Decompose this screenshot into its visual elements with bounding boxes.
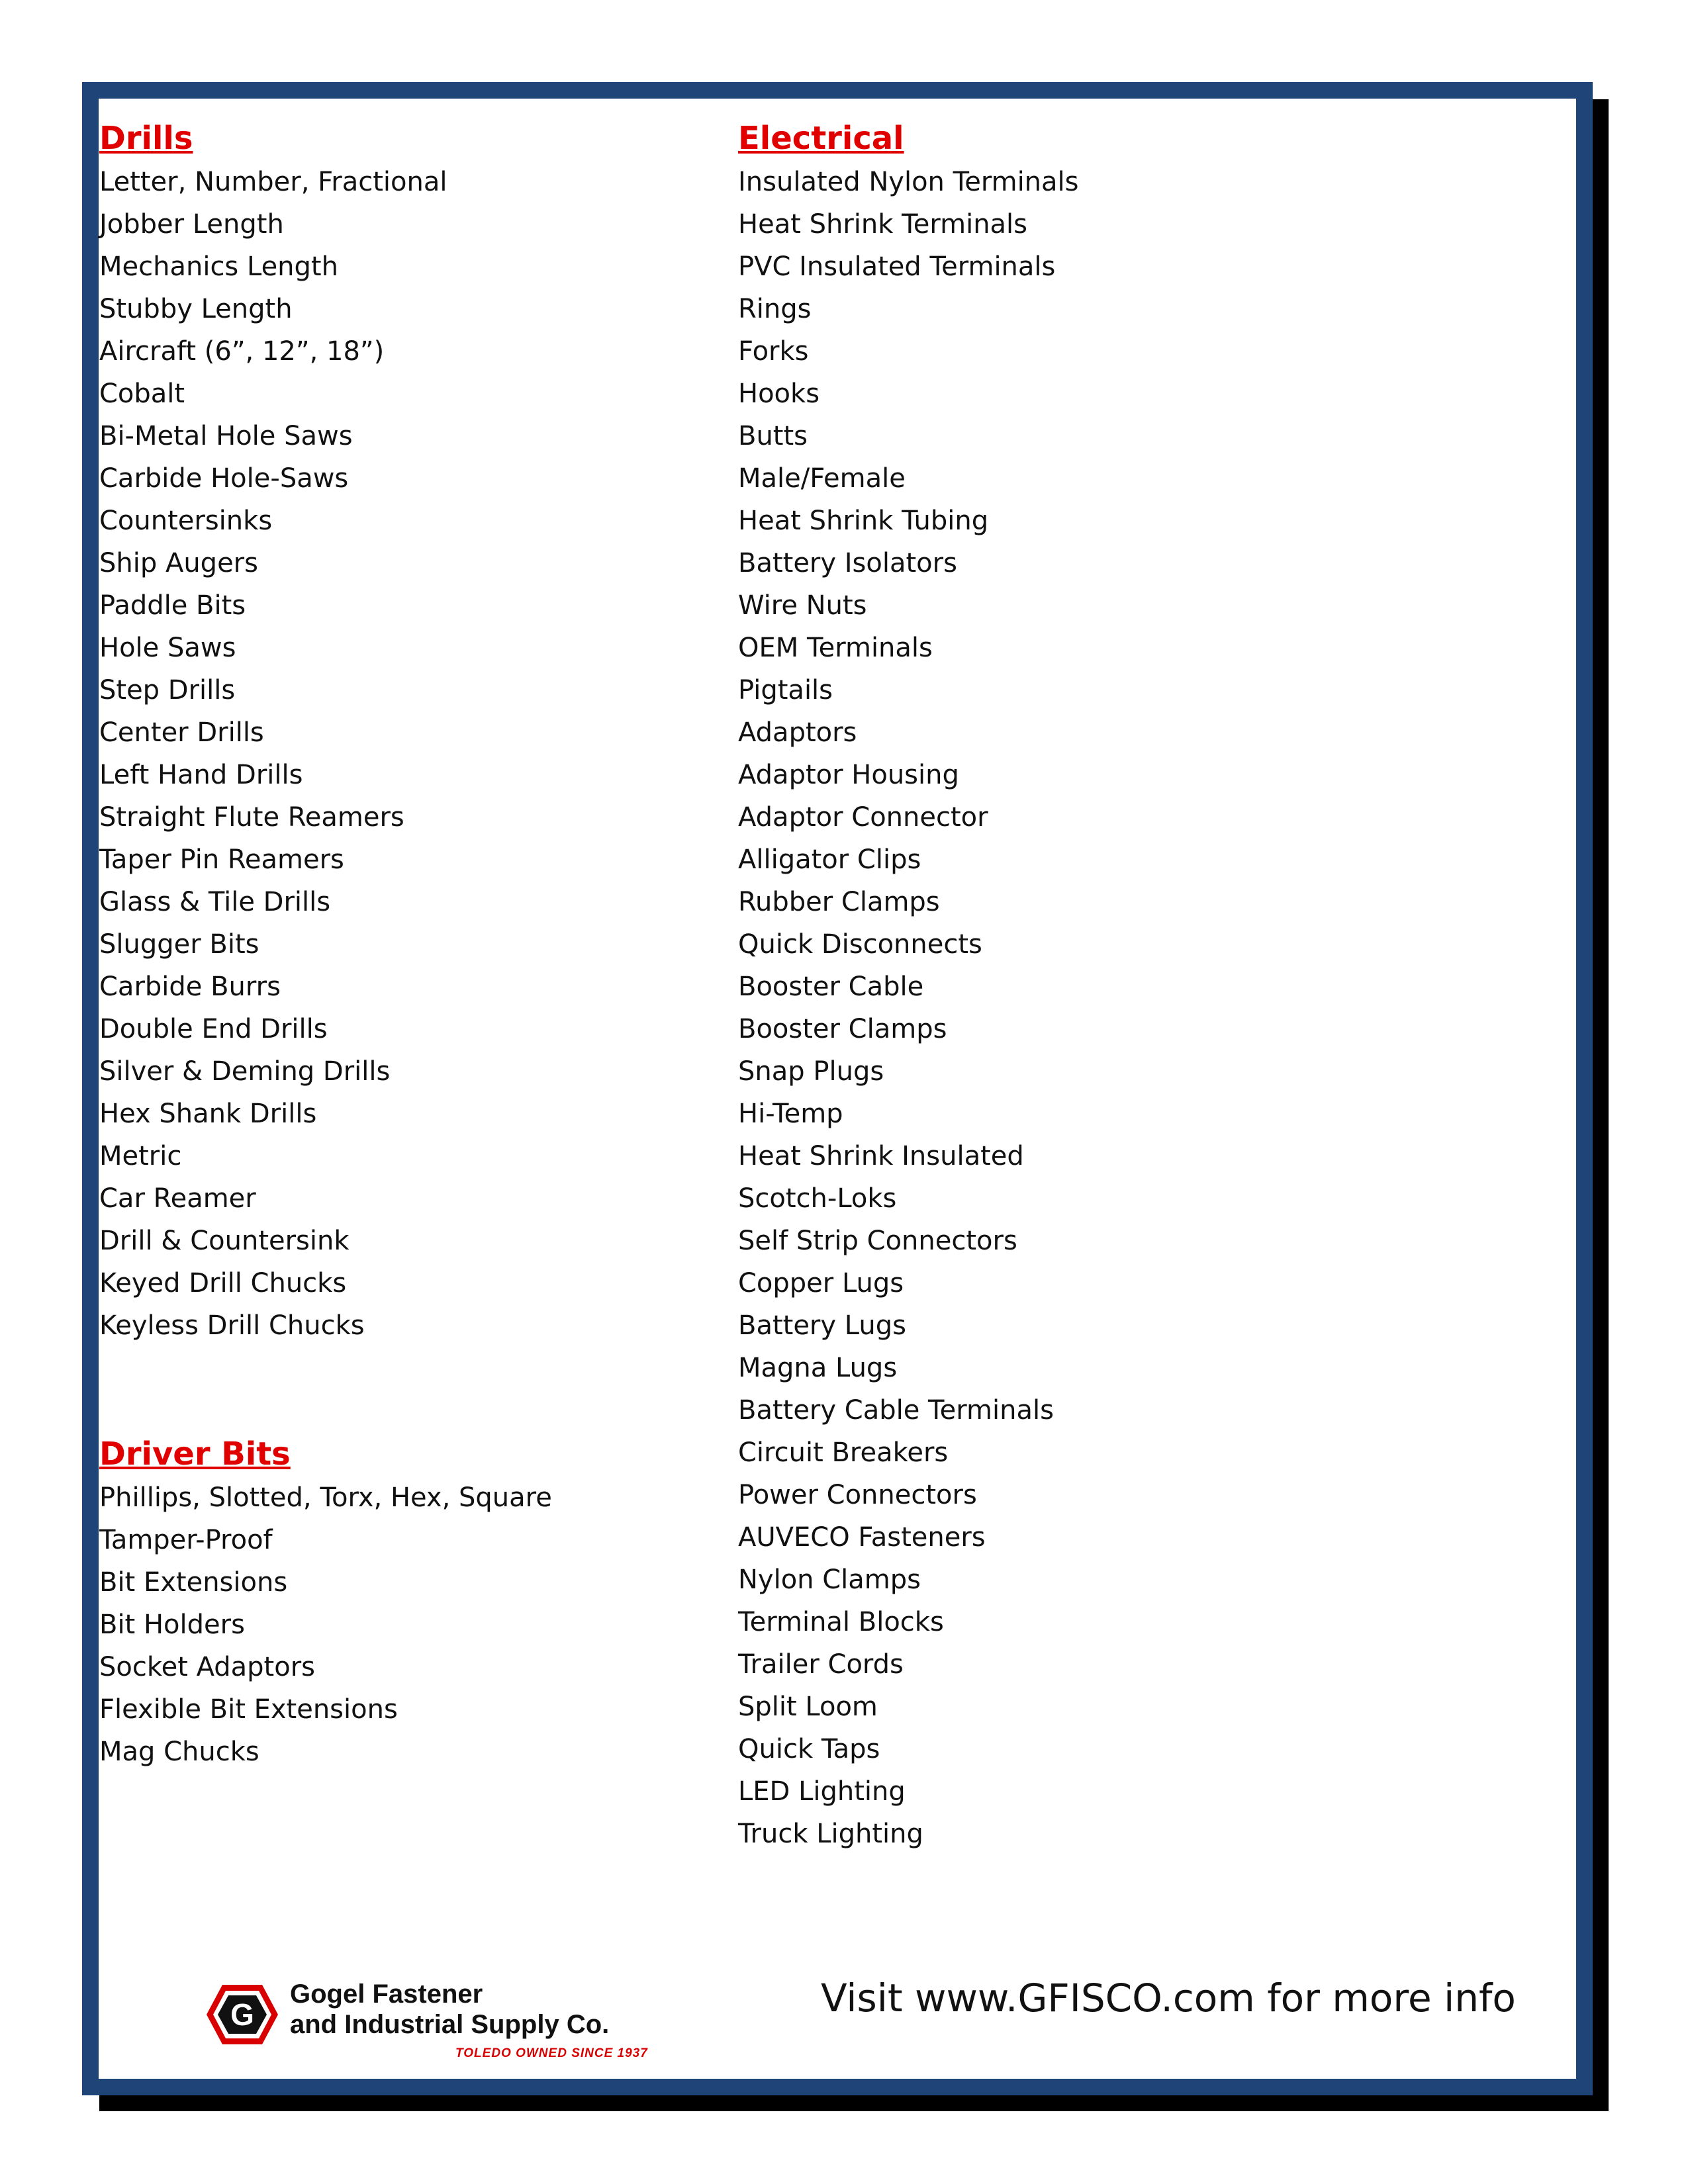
electrical-list-item: Butts [738, 421, 808, 451]
drills-list-item: Countersinks [99, 506, 273, 536]
drills-list-item: Drill & Countersink [99, 1226, 350, 1256]
drills-list-item: Keyed Drill Chucks [99, 1268, 347, 1298]
drills-list-item: Bi-Metal Hole Saws [99, 421, 353, 451]
drills-list-item: Silver & Deming Drills [99, 1056, 391, 1087]
electrical-list-item: Terminal Blocks [738, 1607, 944, 1637]
electrical-list-item: Adaptor Housing [738, 760, 959, 790]
electrical-list-item: Forks [738, 336, 809, 367]
electrical-list-item: Booster Cable [738, 972, 924, 1002]
drills-heading: Drills [99, 120, 193, 157]
electrical-list-item: Battery Isolators [738, 548, 957, 578]
electrical-list-item: Heat Shrink Insulated [738, 1141, 1024, 1171]
electrical-list-item: LED Lighting [738, 1776, 906, 1807]
electrical-list-item: AUVECO Fasteners [738, 1522, 986, 1553]
electrical-list-item: Magna Lugs [738, 1353, 898, 1383]
electrical-list-item: Battery Cable Terminals [738, 1395, 1054, 1426]
electrical-list-item: Adaptor Connector [738, 802, 988, 833]
website-callout: Visit www.GFISCO.com for more info [821, 1976, 1516, 2021]
electrical-list-item: Power Connectors [738, 1480, 977, 1510]
electrical-list-item: Hooks [738, 379, 820, 409]
driver-bits-list-item: Bit Extensions [99, 1567, 288, 1598]
company-name-line1: Gogel Fastener [290, 1979, 483, 2009]
electrical-list-item: Scotch-Loks [738, 1183, 897, 1214]
drills-list-item: Aircraft (6”, 12”, 18”) [99, 336, 385, 367]
driver-bits-list [99, 1477, 695, 1773]
drills-list-item: Double End Drills [99, 1014, 328, 1044]
electrical-list [738, 161, 1400, 1855]
electrical-list-item: Wire Nuts [738, 590, 867, 621]
drills-list-item: Cobalt [99, 379, 185, 409]
drills-list-item: Carbide Hole-Saws [99, 463, 349, 494]
drills-list-item: Metric [99, 1141, 182, 1171]
company-logo [205, 1979, 669, 2078]
electrical-list-item: Alligator Clips [738, 844, 921, 875]
electrical-list-item: OEM Terminals [738, 633, 933, 663]
electrical-list-item: Self Strip Connectors [738, 1226, 1017, 1256]
electrical-list-item: Split Loom [738, 1692, 878, 1722]
drills-list-item: Letter, Number, Fractional [99, 167, 447, 197]
driver-bits-list-item: Mag Chucks [99, 1737, 259, 1767]
electrical-heading: Electrical [738, 120, 904, 157]
electrical-list-item: Heat Shrink Terminals [738, 209, 1028, 240]
drills-list-item: Hex Shank Drills [99, 1099, 317, 1129]
drills-list-item: Carbide Burrs [99, 972, 281, 1002]
electrical-list-item: Snap Plugs [738, 1056, 884, 1087]
company-tagline: TOLEDO OWNED SINCE 1937 [455, 2046, 648, 2060]
electrical-list-item: Booster Clamps [738, 1014, 947, 1044]
electrical-list-item: Pigtails [738, 675, 833, 705]
electrical-list-item: Battery Lugs [738, 1310, 906, 1341]
company-name [290, 1979, 609, 2040]
driver-bits-list-item: Socket Adaptors [99, 1652, 315, 1682]
electrical-list-item: Quick Disconnects [738, 929, 982, 960]
drills-list-item: Ship Augers [99, 548, 258, 578]
left-column [99, 116, 695, 1773]
drills-list-item: Left Hand Drills [99, 760, 303, 790]
electrical-list-item: Circuit Breakers [738, 1437, 949, 1468]
hex-g-logo-icon [205, 1983, 279, 2046]
drills-list [99, 161, 695, 1347]
drills-list-item: Glass & Tile Drills [99, 887, 331, 917]
drills-list-item: Slugger Bits [99, 929, 259, 960]
drills-section [99, 116, 695, 1347]
electrical-list-item: Male/Female [738, 463, 906, 494]
electrical-section [738, 116, 1400, 1855]
driver-bits-list-item: Flexible Bit Extensions [99, 1694, 398, 1725]
right-column [738, 116, 1400, 1855]
electrical-list-item: Nylon Clamps [738, 1565, 921, 1595]
electrical-list-item: Quick Taps [738, 1734, 880, 1764]
electrical-list-item: PVC Insulated Terminals [738, 251, 1056, 282]
electrical-list-item: Hi-Temp [738, 1099, 843, 1129]
driver-bits-section [99, 1432, 695, 1773]
electrical-list-item: Trailer Cords [738, 1649, 904, 1680]
electrical-list-item: Rubber Clamps [738, 887, 940, 917]
drills-list-item: Step Drills [99, 675, 236, 705]
electrical-list-item: Copper Lugs [738, 1268, 904, 1298]
driver-bits-list-item: Phillips, Slotted, Torx, Hex, Square [99, 1482, 552, 1513]
drills-list-item: Keyless Drill Chucks [99, 1310, 365, 1341]
company-name-line2: and Industrial Supply Co. [290, 2010, 610, 2039]
electrical-list-item: Rings [738, 294, 812, 324]
logo-letter: G [230, 1997, 254, 2032]
drills-list-item: Straight Flute Reamers [99, 802, 404, 833]
driver-bits-heading: Driver Bits [99, 1435, 291, 1473]
drills-list-item: Stubby Length [99, 294, 293, 324]
drills-list-item: Mechanics Length [99, 251, 338, 282]
drills-list-item: Jobber Length [99, 209, 284, 240]
electrical-list-item: Heat Shrink Tubing [738, 506, 989, 536]
driver-bits-list-item: Tamper-Proof [99, 1525, 273, 1555]
drills-list-item: Taper Pin Reamers [99, 844, 344, 875]
electrical-list-item: Insulated Nylon Terminals [738, 167, 1079, 197]
drills-list-item: Car Reamer [99, 1183, 256, 1214]
electrical-list-item: Adaptors [738, 717, 857, 748]
driver-bits-list-item: Bit Holders [99, 1610, 245, 1640]
drills-list-item: Hole Saws [99, 633, 236, 663]
drills-list-item: Center Drills [99, 717, 264, 748]
electrical-list-item: Truck Lighting [738, 1819, 923, 1849]
drills-list-item: Paddle Bits [99, 590, 246, 621]
